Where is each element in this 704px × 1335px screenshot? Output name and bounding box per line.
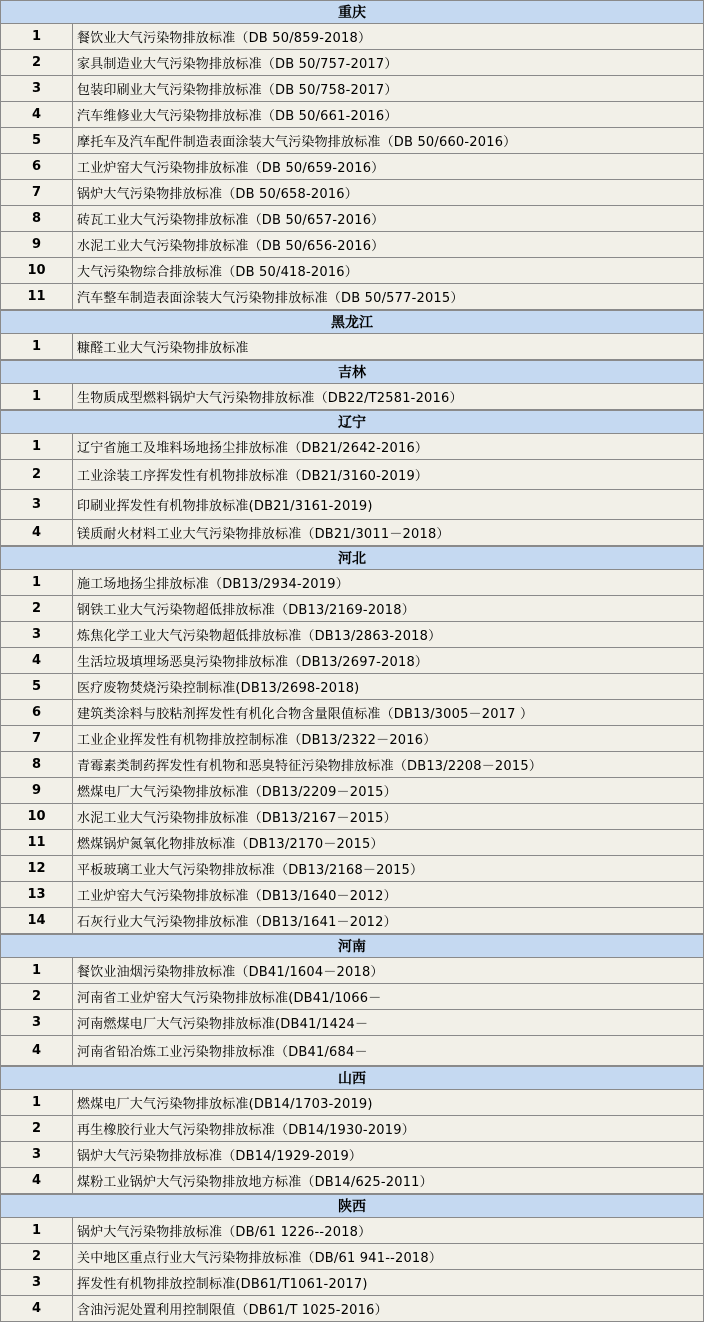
standard-name: 河南燃煤电厂大气污染物排放标准(DB41/1424－ [77, 1017, 369, 1032]
standard-name: 工业涂装工序挥发性有机物排放标准（DB21/3160-2019） [77, 469, 429, 484]
table-row [0, 384, 704, 410]
standard-name: 辽宁省施工及堆料场地扬尘排放标准（DB21/2642-2016） [77, 441, 429, 456]
table-row [0, 102, 704, 128]
province-header [0, 546, 704, 570]
row-number: 7 [1, 726, 73, 751]
table-row [0, 490, 704, 520]
row-number: 5 [1, 674, 73, 699]
table-row [0, 284, 704, 310]
standard-name: 施工场地扬尘排放标准（DB13/2934-2019） [77, 577, 349, 592]
standard-name: 餐饮业油烟污染物排放标准（DB41/1604－2018） [77, 965, 384, 980]
table-row [0, 232, 704, 258]
standard-name: 再生橡胶行业大气污染物排放标准（DB14/1930-2019） [77, 1123, 415, 1138]
row-number: 1 [1, 958, 73, 983]
row-number: 9 [1, 232, 73, 257]
standard-name: 河南省工业炉窑大气污染物排放标准(DB41/1066－ [77, 991, 382, 1006]
table-row [0, 726, 704, 752]
row-number: 3 [1, 1010, 73, 1035]
standard-name: 挥发性有机物排放控制标准(DB61/T1061-2017) [77, 1277, 368, 1292]
standard-name: 包装印刷业大气污染物排放标准（DB 50/758-2017） [77, 83, 398, 98]
row-number: 1 [1, 434, 73, 459]
table-row [0, 1090, 704, 1116]
standard-name: 镁质耐火材料工业大气污染物排放标准（DB21/3011－2018） [77, 527, 450, 542]
standard-name: 大气污染物综合排放标准（DB 50/418-2016） [77, 265, 358, 280]
province-header [0, 360, 704, 384]
table-row [0, 76, 704, 102]
table-row [0, 334, 704, 360]
standard-name: 锅炉大气污染物排放标准（DB/61 1226--2018） [77, 1225, 372, 1240]
standard-name: 青霉素类制药挥发性有机物和恶臭特征污染物排放标准（DB13/2208－2015） [77, 759, 543, 774]
table-row [0, 1270, 704, 1296]
table-row [0, 1218, 704, 1244]
table-row [0, 1168, 704, 1194]
table-row [0, 1116, 704, 1142]
row-number: 13 [1, 882, 73, 907]
standard-name: 印刷业挥发性有机物排放标准(DB21/3161-2019) [77, 499, 373, 514]
row-number: 1 [1, 570, 73, 595]
province-header [0, 0, 704, 24]
row-number: 1 [1, 24, 73, 49]
table-row [0, 596, 704, 622]
table-row [0, 958, 704, 984]
table-row [0, 908, 704, 934]
table-row [0, 778, 704, 804]
row-number: 2 [1, 596, 73, 621]
row-number: 2 [1, 50, 73, 75]
row-number: 11 [1, 284, 73, 309]
standard-name: 砖瓦工业大气污染物排放标准（DB 50/657-2016） [77, 213, 385, 228]
row-number: 3 [1, 76, 73, 101]
standard-name: 炼焦化学工业大气污染物超低排放标准（DB13/2863-2018） [77, 629, 442, 644]
standard-name: 燃煤电厂大气污染物排放标准（DB13/2209－2015） [77, 785, 397, 800]
row-number: 1 [1, 334, 73, 359]
table-row [0, 128, 704, 154]
table-row [0, 154, 704, 180]
standard-name: 平板玻璃工业大气污染物排放标准（DB13/2168－2015） [77, 863, 424, 878]
standard-name: 糠醛工业大气污染物排放标准 [77, 341, 249, 356]
row-number: 4 [1, 1168, 73, 1193]
row-number: 12 [1, 856, 73, 881]
row-number: 2 [1, 1116, 73, 1141]
row-number: 14 [1, 908, 73, 933]
table-row [0, 460, 704, 490]
standard-name: 锅炉大气污染物排放标准（DB14/1929-2019） [77, 1149, 363, 1164]
standard-name: 煤粉工业锅炉大气污染物排放地方标准（DB14/625-2011） [77, 1175, 433, 1190]
row-number: 4 [1, 520, 73, 545]
row-number: 1 [1, 1218, 73, 1243]
province-header [0, 1066, 704, 1090]
table-row [0, 570, 704, 596]
table-row [0, 752, 704, 778]
province-header [0, 1194, 704, 1218]
row-number: 1 [1, 1090, 73, 1115]
table-row [0, 856, 704, 882]
table-row [0, 520, 704, 546]
table-row [0, 1142, 704, 1168]
standard-name: 关中地区重点行业大气污染物排放标准（DB/61 941--2018） [77, 1251, 443, 1266]
standard-name: 工业炉窑大气污染物排放标准（DB 50/659-2016） [77, 161, 385, 176]
row-number: 10 [1, 258, 73, 283]
row-number: 2 [1, 460, 73, 489]
standard-name: 燃煤锅炉氮氧化物排放标准（DB13/2170－2015） [77, 837, 384, 852]
province-name: 山西 [338, 1071, 366, 1087]
row-number: 3 [1, 622, 73, 647]
province-name: 重庆 [338, 5, 366, 21]
row-number: 6 [1, 154, 73, 179]
standard-name: 水泥工业大气污染物排放标准（DB13/2167－2015） [77, 811, 397, 826]
standard-name: 摩托车及汽车配件制造表面涂装大气污染物排放标准（DB 50/660-2016） [77, 135, 517, 150]
standard-name: 汽车维修业大气污染物排放标准（DB 50/661-2016） [77, 109, 398, 124]
province-header [0, 410, 704, 434]
row-number: 4 [1, 1036, 73, 1065]
standard-name: 生物质成型燃料锅炉大气污染物排放标准（DB22/T2581-2016） [77, 391, 463, 406]
table-row [0, 180, 704, 206]
table-row [0, 1244, 704, 1270]
standard-name: 钢铁工业大气污染物超低排放标准（DB13/2169-2018） [77, 603, 415, 618]
standard-name: 建筑类涂料与胶粘剂挥发性有机化合物含量限值标准（DB13/3005－2017 ） [77, 707, 534, 722]
row-number: 4 [1, 102, 73, 127]
province-header [0, 310, 704, 334]
row-number: 8 [1, 752, 73, 777]
table-row [0, 648, 704, 674]
table-row [0, 700, 704, 726]
province-name: 黑龙江 [331, 315, 373, 331]
table-row [0, 258, 704, 284]
table-row [0, 434, 704, 460]
row-number: 4 [1, 648, 73, 673]
standard-name: 医疗废物焚烧污染控制标准(DB13/2698-2018) [77, 681, 360, 696]
standard-name: 工业炉窑大气污染物排放标准（DB13/1640－2012） [77, 889, 397, 904]
province-name: 河南 [338, 939, 366, 955]
table-row [0, 830, 704, 856]
row-number: 2 [1, 1244, 73, 1269]
row-number: 1 [1, 384, 73, 409]
table-row [0, 804, 704, 830]
table-row [0, 1010, 704, 1036]
standard-name: 含油污泥处置利用控制限值（DB61/T 1025-2016） [77, 1303, 388, 1318]
row-number: 8 [1, 206, 73, 231]
table-row [0, 882, 704, 908]
row-number: 10 [1, 804, 73, 829]
row-number: 3 [1, 1270, 73, 1295]
standard-name: 家具制造业大气污染物排放标准（DB 50/757-2017） [77, 57, 398, 72]
row-number: 5 [1, 128, 73, 153]
standard-name: 汽车整车制造表面涂装大气污染物排放标准（DB 50/577-2015） [77, 291, 464, 306]
table-row [0, 674, 704, 700]
row-number: 2 [1, 984, 73, 1009]
table-row [0, 1036, 704, 1066]
row-number: 3 [1, 1142, 73, 1167]
province-name: 河北 [338, 551, 366, 567]
table-row [0, 206, 704, 232]
province-header [0, 934, 704, 958]
standard-name: 生活垃圾填埋场恶臭污染物排放标准（DB13/2697-2018） [77, 655, 429, 670]
standard-name: 河南省铅冶炼工业污染物排放标准（DB41/684－ [77, 1045, 368, 1060]
table-row [0, 24, 704, 50]
table-row [0, 50, 704, 76]
row-number: 9 [1, 778, 73, 803]
row-number: 11 [1, 830, 73, 855]
table-row [0, 622, 704, 648]
province-name: 吉林 [338, 365, 366, 381]
province-name: 辽宁 [338, 415, 366, 431]
table-row [0, 984, 704, 1010]
standard-name: 燃煤电厂大气污染物排放标准(DB14/1703-2019) [77, 1097, 373, 1112]
row-number: 6 [1, 700, 73, 725]
standard-name: 工业企业挥发性有机物排放控制标准（DB13/2322－2016） [77, 733, 437, 748]
standard-name: 水泥工业大气污染物排放标准（DB 50/656-2016） [77, 239, 385, 254]
standard-name: 锅炉大气污染物排放标准（DB 50/658-2016） [77, 187, 358, 202]
standard-name: 石灰行业大气污染物排放标准（DB13/1641－2012） [77, 915, 397, 930]
table-row [0, 1296, 704, 1322]
province-name: 陕西 [338, 1199, 366, 1215]
standard-name: 餐饮业大气污染物排放标准（DB 50/859-2018） [77, 31, 372, 46]
row-number: 3 [1, 490, 73, 519]
row-number: 4 [1, 1296, 73, 1321]
row-number: 7 [1, 180, 73, 205]
